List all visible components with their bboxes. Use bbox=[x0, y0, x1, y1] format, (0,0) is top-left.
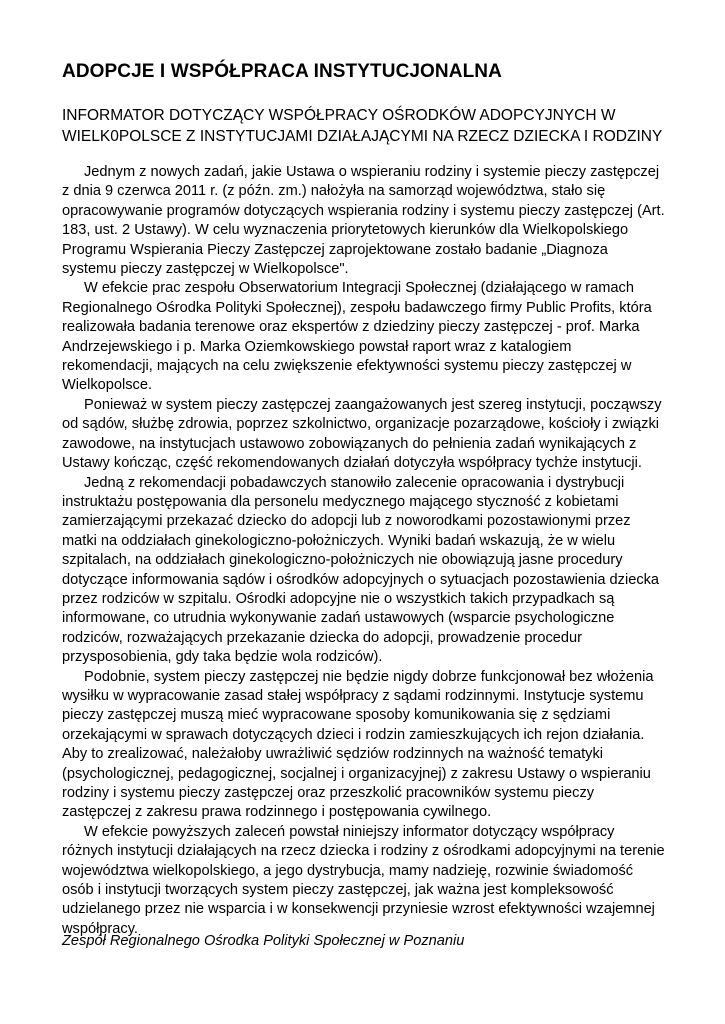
text-line: pieczy zastępczej muszą mieć wypracowane sposoby komunikowania się z sędziami bbox=[62, 707, 611, 724]
text-line: rekomendacji, mających na celu zwiększenie efektywności systemu pieczy zastępczej w bbox=[62, 358, 632, 375]
paragraph-report bbox=[62, 279, 672, 395]
document-signature: Zespół Regionalnego Ośrodka Polityki Społecznej w Poznaniu bbox=[62, 933, 465, 949]
document-subtitle bbox=[62, 105, 672, 147]
text-line: rodziny i systemu pieczy zastępczej oraz przeszkolić pracowników systemu pieczy bbox=[62, 785, 595, 801]
subtitle-line: WIELK0POLSCE Z INSTYTUCJAMI DZIAŁAJĄCYMI NA RZECZ DZIECKA I RODZINY bbox=[62, 128, 663, 145]
text-line: przez rodziców w szpitalu. Ośrodki adopcyjne nie o wszystkich takich przypadkach są bbox=[62, 590, 615, 607]
text-line: opracowywanie programów dotyczących wspierania rodziny i systemu pieczy zastępczej (Art. bbox=[62, 202, 665, 219]
text-line: różnych instytucji działających na rzecz dziecka i rodziny z ośrodkami adopcyjnymi na terenie bbox=[62, 843, 665, 860]
text-line: zamierzającymi przekazać dziecko do adopcji lub z noworodkami pozostawionymi przez bbox=[62, 513, 631, 530]
text-line: z dnia 9 czerwca 2011 r. (z późn. zm.) nałożyła na samorząd województwa, stało się bbox=[62, 183, 606, 200]
text-line: zawodowe, na instytucjach ustawowo zobowiązanych do pełnienia zadań wynikających z bbox=[62, 435, 637, 452]
text-line: udzielanego przez nie wsparcia i w konsekwencji przyniesie wzrost efektywności wzajemnej bbox=[62, 901, 655, 918]
text-line: realizowała badania terenowe oraz ekspertów z dziedziny pieczy zastępczej - prof. Marka bbox=[62, 319, 640, 336]
text-line: szpitalach, na oddziałach ginekologiczno-położniczych nie obowiązują jasne procedury bbox=[62, 552, 623, 569]
paragraph-recommendation bbox=[62, 474, 672, 668]
text-line: matki na oddziałach ginekologiczno-położniczych. Wyniki badań wskazują, że w wielu bbox=[62, 532, 616, 549]
text-line: orzekającymi w sprawach dotyczących dzieci i rodzin zamieszkujących ich rejon działania. bbox=[62, 726, 645, 743]
text-line: województwa wielkopolskiego, a jego dystrybucja, mamy nadzieję, rozwinie świadomość bbox=[62, 862, 634, 879]
text-line: (psychologicznej, pedagogicznej, socjalnej i organizacyjnej) z zakresu Ustawy o wspieraniu bbox=[62, 765, 651, 782]
text-line: systemu pieczy zastępczej w Wielkopolsce". bbox=[62, 261, 349, 278]
text-line: Wielkopolsce. bbox=[62, 377, 153, 394]
paragraph-institutions bbox=[62, 396, 672, 474]
text-line: osób i instytucji tworzących system pieczy zastępczej, jak ważna jest kompleksowość bbox=[62, 882, 614, 899]
text-line: zastępczej z zakresu prawa rodzinnego i postępowania cywilnego. bbox=[62, 804, 492, 821]
paragraph-courts bbox=[62, 668, 672, 823]
text-line: Andrzejewskiego i p. Marka Oziemkowskiego powstał raport wraz z katalogiem bbox=[62, 338, 572, 355]
text-line: Regionalnego Ośrodka Polityki Społecznej), zespołu badawczego firmy Public Profits, która bbox=[62, 299, 652, 316]
text-line: współpracy. bbox=[62, 920, 138, 937]
text-line: Aby to zrealizować, należałoby uwrażliwić sędziów rodzinnych na ważność tematyki bbox=[62, 746, 604, 763]
text-line: informowane, co utrudnia wykonywanie zadań ustawowych (wsparcie psychologiczne bbox=[62, 610, 615, 627]
document-title: ADOPCJE I WSPÓŁPRACA INSTYTUCJONALNA bbox=[62, 61, 502, 82]
text-line: rodziców, rozważających przekazanie dziecka do adopcji, prowadzenie procedur bbox=[62, 629, 582, 646]
text-line: W efekcie prac zespołu Obserwatorium Integracji Społecznej (działającego w ramach bbox=[84, 280, 634, 297]
text-line: instruktażu postępowania dla personelu medycznego mającego styczność z kobietami bbox=[62, 493, 619, 510]
text-line: Ustawy kończąc, część rekomendowanych działań dotyczyła współpracy tychże instytucji. bbox=[62, 455, 642, 472]
paragraph-intro bbox=[62, 163, 672, 279]
document-body bbox=[62, 163, 672, 939]
text-line: 183, ust. 2 Ustawy). W celu wyznaczenia priorytetowych kierunków dla Wielkopolskiego bbox=[62, 222, 629, 239]
text-line: Ponieważ w system pieczy zastępczej zaangażowanych jest szereg instytucji, począwszy bbox=[84, 396, 662, 413]
text-line: od sądów, służbę zdrowia, poprzez szkolnictwo, organizacje pozarządowe, kościoły i związki bbox=[62, 416, 660, 433]
text-line: W efekcie powyższych zaleceń powstał niniejszy informator dotyczący współpracy bbox=[84, 823, 615, 840]
text-line: Podobnie, system pieczy zastępczej nie będzie nigdy dobrze funkcjonował bez włożenia bbox=[84, 668, 654, 685]
text-line: Programu Wspierania Pieczy Zastępczej zaprojektowane zostało badanie „Diagnoza bbox=[62, 241, 608, 258]
paragraph-conclusion bbox=[62, 823, 672, 939]
text-line: Jedną z rekomendacji pobadawczych stanowiło zalecenie opracowania i dystrybucji bbox=[84, 474, 625, 491]
text-line: przysposobienia, gdy taka będzie wola rodziców). bbox=[62, 649, 383, 666]
subtitle-line: INFORMATOR DOTYCZĄCY WSPÓŁPRACY OŚRODKÓW ADOPCYJNYCH W bbox=[62, 107, 616, 124]
text-line: dotyczące informowania sądów i ośrodków adopcyjnych o sytuacjach pozostawienia dziecka bbox=[62, 571, 660, 588]
text-line: wysiłku w wypracowanie zasad stałej współpracy z sądami rodzinnymi. Instytucje systemu bbox=[62, 687, 644, 704]
text-line: Jednym z nowych zadań, jakie Ustawa o wspieraniu rodziny i systemie pieczy zastępczej bbox=[84, 164, 660, 180]
